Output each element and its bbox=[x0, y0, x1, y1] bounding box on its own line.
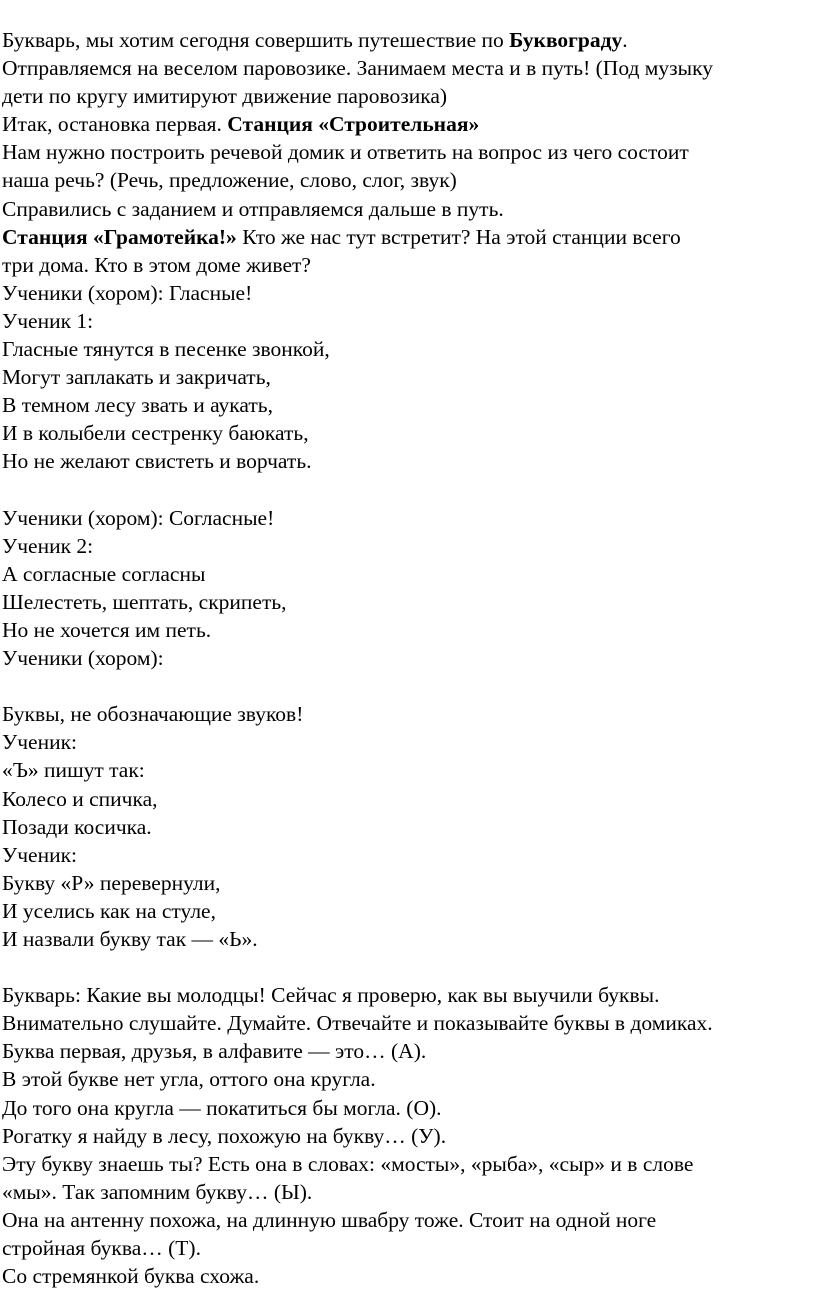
text-line bbox=[2, 1178, 816, 1206]
text-line bbox=[2, 504, 816, 532]
text-run: три дома. Кто в этом доме живет? bbox=[2, 252, 311, 277]
text-line bbox=[2, 1150, 816, 1178]
text-run: До того она кругла — покатиться бы могла. (О). bbox=[2, 1095, 442, 1120]
text-run: И назвали букву так — «Ь». bbox=[2, 927, 258, 951]
text-line bbox=[2, 897, 816, 925]
text-run: наша речь? (Речь, предложение, слово, слог, звук) bbox=[2, 168, 457, 193]
bold-text: Станция «Строительная» bbox=[227, 112, 480, 137]
text-line bbox=[2, 54, 816, 82]
text-run: А согласные согласны bbox=[2, 561, 206, 586]
blank-line bbox=[2, 672, 816, 700]
text-run: Внимательно слушайте. Думайте. Отвечайте и показывайте буквы в домиках. bbox=[2, 1011, 713, 1036]
text-line bbox=[2, 110, 816, 138]
text-run: Ученик 2: bbox=[2, 533, 94, 558]
text-line bbox=[2, 82, 816, 110]
blank-line bbox=[2, 953, 816, 981]
text-run: Шелестеть, шептать, скрипеть, bbox=[2, 589, 287, 614]
text-run: «Ъ» пишут так: bbox=[2, 758, 145, 783]
text-line bbox=[2, 1037, 816, 1065]
text-line bbox=[2, 1009, 816, 1037]
text-line bbox=[2, 785, 816, 813]
text-line bbox=[2, 1122, 816, 1150]
text-run: Букву «Р» перевернули, bbox=[2, 870, 221, 895]
text-run: Буквы, не обозначающие звуков! bbox=[2, 702, 304, 727]
text-run: Ученики (хором): Гласные! bbox=[2, 280, 253, 305]
text-run: Буква первая, друзья, в алфавите — это… (А). bbox=[2, 1039, 427, 1064]
text-line bbox=[2, 1094, 816, 1122]
text-run: Позади косичка. bbox=[2, 814, 152, 839]
text-line bbox=[2, 981, 816, 1009]
text-run: Букварь: Какие вы молодцы! Сейчас я проверю, как вы выучили буквы. bbox=[2, 983, 660, 1008]
text-line bbox=[2, 728, 816, 756]
text-run: Ученик: bbox=[2, 730, 78, 755]
text-line bbox=[2, 560, 816, 588]
text-line bbox=[2, 138, 816, 166]
text-run: стройная буква… (Т). bbox=[2, 1236, 201, 1261]
text-line bbox=[2, 166, 816, 194]
text-run: Со стремянкой буква схожа. bbox=[2, 1264, 260, 1289]
text-line bbox=[2, 26, 816, 54]
text-run: Кто же нас тут встретит? На этой станции всего bbox=[236, 224, 681, 249]
text-run: Гласные тянутся в песенке звонкой, bbox=[2, 337, 330, 362]
text-line bbox=[2, 195, 816, 223]
text-run: В этой букве нет угла, оттого она кругла. bbox=[2, 1067, 376, 1092]
text-line bbox=[2, 532, 816, 560]
text-line bbox=[2, 616, 816, 644]
text-run: Ученики (хором): Согласные! bbox=[2, 505, 275, 530]
text-run: И в колыбели сестренку баюкать, bbox=[2, 421, 309, 446]
text-line bbox=[2, 869, 816, 897]
text-run: «мы». Так запомним букву… (Ы). bbox=[2, 1179, 313, 1204]
text-run: Рогатку я найду в лесу, похожую на букву… (У). bbox=[2, 1123, 447, 1148]
text-run: . bbox=[622, 28, 628, 52]
text-run: Колесо и спичка, bbox=[2, 786, 158, 811]
text-line bbox=[2, 1234, 816, 1262]
text-line bbox=[2, 1065, 816, 1093]
text-line bbox=[2, 363, 816, 391]
text-line bbox=[2, 391, 816, 419]
text-run: Но не желают свистеть и ворчать. bbox=[2, 449, 312, 474]
text-run: Ученики (хором): bbox=[2, 646, 164, 671]
text-run: Ученик: bbox=[2, 842, 78, 867]
text-line bbox=[2, 335, 816, 363]
text-run: В темном лесу звать и аукать, bbox=[2, 393, 273, 418]
text-line bbox=[2, 307, 816, 335]
text-line bbox=[2, 1206, 816, 1234]
text-line bbox=[2, 700, 816, 728]
text-line bbox=[2, 644, 816, 672]
text-line bbox=[2, 419, 816, 447]
bold-text: Станция «Грамотейка!» bbox=[2, 224, 237, 249]
text-line bbox=[2, 925, 816, 953]
text-line bbox=[2, 223, 816, 251]
text-run: Могут заплакать и закричать, bbox=[2, 365, 271, 390]
text-run: дети по кругу имитируют движение паровозика) bbox=[2, 84, 448, 109]
text-run: Она на антенну похожа, на длинную швабру тоже. Стоит на одной ноге bbox=[2, 1207, 657, 1232]
text-line bbox=[2, 251, 816, 279]
text-run: Итак, остановка первая. bbox=[2, 112, 228, 137]
text-line bbox=[2, 813, 816, 841]
text-line bbox=[2, 841, 816, 869]
text-run: Справились с заданием и отправляемся дальше в путь. bbox=[2, 196, 504, 221]
text-line bbox=[2, 1262, 816, 1290]
text-line bbox=[2, 279, 816, 307]
blank-line bbox=[2, 476, 816, 504]
bold-text: Буквограду bbox=[509, 28, 623, 52]
text-line bbox=[2, 756, 816, 784]
text-run: И уселись как на стуле, bbox=[2, 898, 216, 923]
text-run: Отправляемся на веселом паровозике. Занимаем места и в путь! (Под музыку bbox=[2, 56, 713, 81]
text-run: Эту букву знаешь ты? Есть она в словах: «мосты», «рыба», «сыр» и в слове bbox=[2, 1151, 694, 1176]
text-run: Букварь, мы хотим сегодня совершить путешествие по bbox=[2, 28, 510, 52]
text-line bbox=[2, 447, 816, 475]
text-run: Нам нужно построить речевой домик и ответить на вопрос из чего состоит bbox=[2, 140, 689, 165]
text-run: Ученик 1: bbox=[2, 308, 94, 333]
text-run: Но не хочется им петь. bbox=[2, 617, 212, 642]
text-line bbox=[2, 588, 816, 616]
